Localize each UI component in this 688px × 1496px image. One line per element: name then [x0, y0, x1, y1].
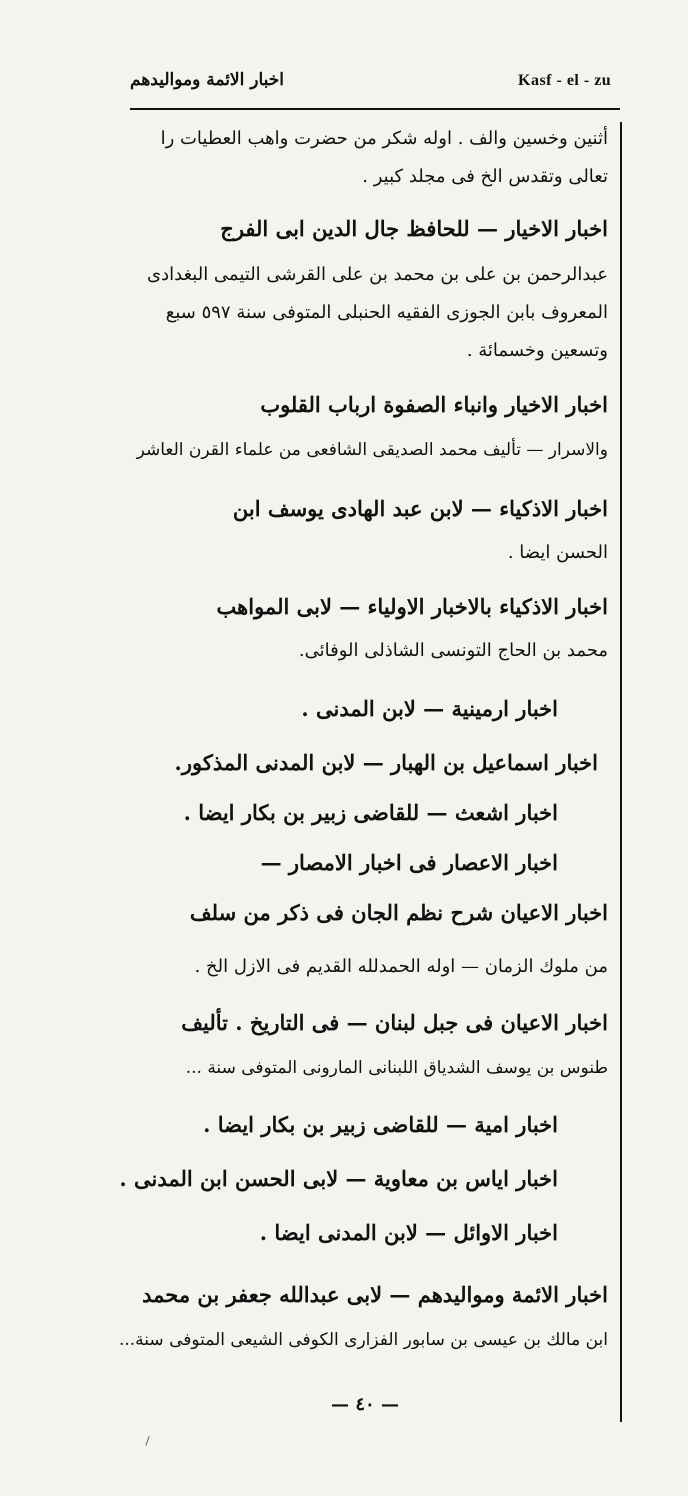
- entry-heading: اخبار اشعث — للقاضى زبير بن بكار ايضا .: [183, 800, 558, 825]
- entry-heading: اخبار الاعصار فى اخبار الامصار —: [260, 850, 558, 875]
- entry-heading: اخبار الاوائل — لابن المدنى ايضا .: [259, 1220, 558, 1245]
- entry-heading: اخبار اسماعيل بن الهبار — لابن المدنى المذكور.: [174, 750, 598, 775]
- entry-heading: اخبار الاذكياء — لابن عبد الهادى يوسف ابن: [232, 496, 608, 521]
- entry-heading: اخبار الاذكياء بالاخبار الاولياء — لابى المواهب: [216, 594, 608, 619]
- text-line: محمد بن الحاج التونسى الشاذلى الوفائى.: [298, 640, 608, 661]
- page-number: — ٤٠ —: [331, 1394, 399, 1415]
- running-header-abbrev: Kasf - el - zu: [518, 72, 612, 89]
- entry-heading: اخبار الاعيان فى جبل لبنان — فى التاريخ . تأليف: [181, 1010, 608, 1035]
- entry-heading: اخبار ارمينية — لابن المدنى .: [301, 696, 558, 721]
- stray-mark: [145, 1436, 149, 1446]
- text-line: من ملوك الزمان — اوله الحمدلله القديم فى الازل الخ .: [194, 956, 608, 977]
- entry-heading: اخبار امية — للقاضى زبير بن بكار ايضا .: [203, 1112, 558, 1137]
- text-line: الحسن ايضا .: [507, 542, 608, 563]
- entry-heading: اخبار الاخيار وانباء الصفوة ارباب القلوب: [260, 392, 608, 417]
- text-line: تعالى وتقدس الخ فى مجلد كبير .: [362, 166, 608, 187]
- text-line: والاسرار — تأليف محمد الصديقى الشافعى من علماء القرن العاشر: [136, 440, 608, 460]
- entry-heading: اخبار الاعيان شرح نظم الجان فى ذكر من سلف: [189, 900, 608, 925]
- text-line: ابن مالك بن عيسى بن سابور الفزارى الكوفى الشيعى المتوفى سنة...: [118, 1330, 608, 1350]
- text-line: المعروف بابن الجوزى الفقيه الحنبلى المتوفى سنة ٥٩٧ سبع: [165, 302, 608, 323]
- text-line: عبدالرحمن بن على بن محمد بن على القرشى التيمى البغدادى: [147, 264, 608, 285]
- entry-heading: اخبار اياس بن معاوية — لابى الحسن ابن المدنى .: [119, 1166, 558, 1191]
- text-line: وتسعين وخسمائة .: [466, 340, 608, 361]
- running-header-title: اخبار الائمة ومواليدهم: [130, 70, 285, 90]
- text-line: طنوس بن يوسف الشدياق اللبنانى المارونى المتوفى سنة ...: [185, 1058, 608, 1078]
- text-line: أثنين وخسين والف . اوله شكر من حضرت واهب العطيات را: [160, 128, 608, 149]
- entry-heading: اخبار الائمة ومواليدهم — لابى عبدالله جعفر بن محمد: [142, 1282, 608, 1307]
- entry-heading: اخبار الاخيار — للحافظ جال الدين ابى الفرج: [220, 216, 608, 241]
- header-rule: [130, 108, 620, 110]
- margin-rule: [620, 122, 622, 1422]
